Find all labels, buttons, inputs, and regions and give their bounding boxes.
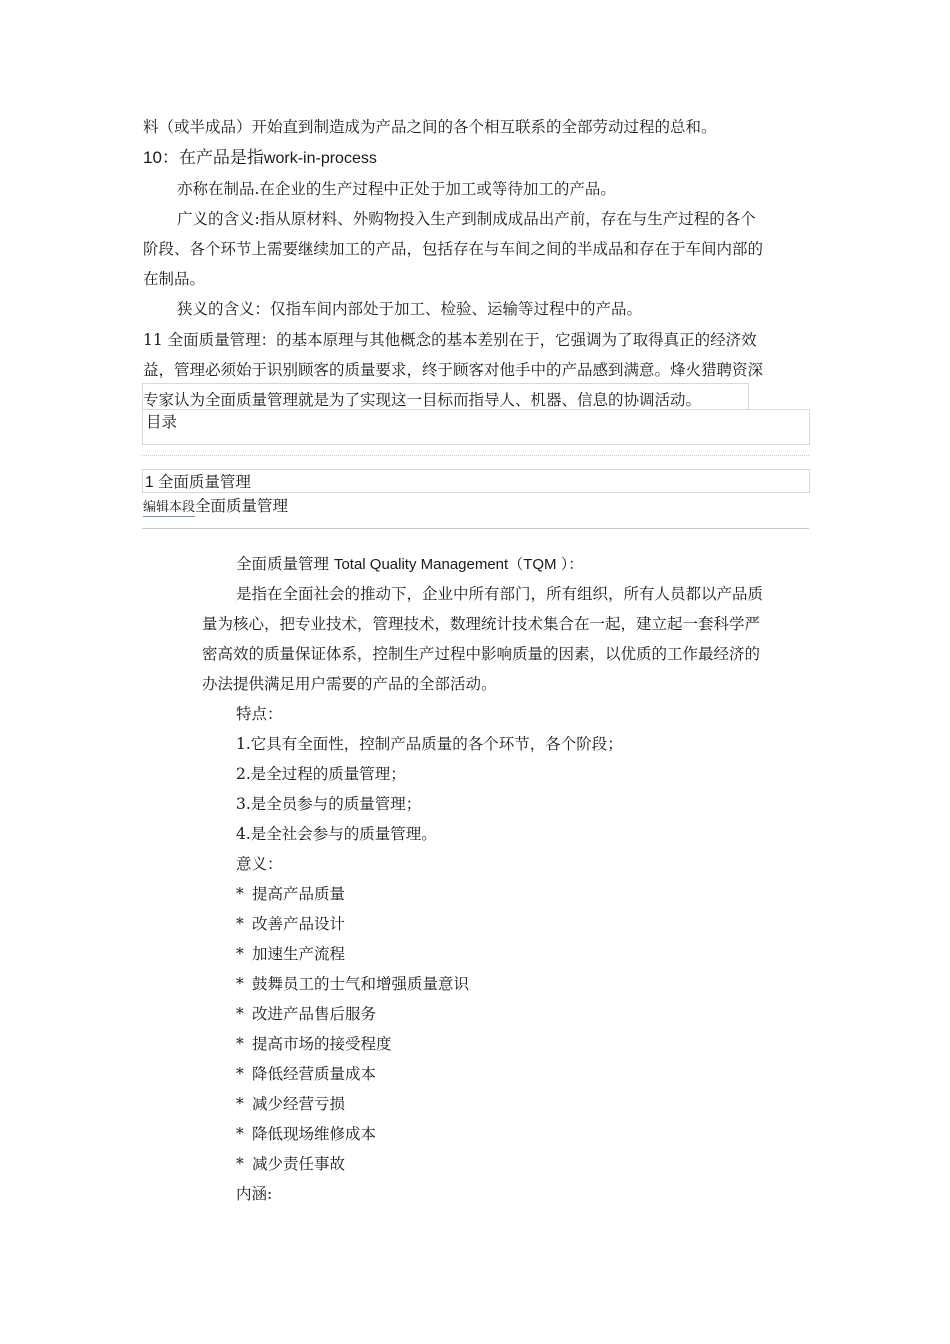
- meaning-text: 加速生产流程: [252, 945, 346, 963]
- meaning-text: 改善产品设计: [252, 915, 346, 933]
- item-10-paragraph-3: 狭义的含义：仅指车间内部处于加工、检验、运输等过程中的产品。: [177, 300, 643, 318]
- meaning-item: [236, 999, 376, 1029]
- bullet-icon: *: [236, 1095, 244, 1113]
- meaning-item: [236, 879, 345, 909]
- meaning-text: 降低经营质量成本: [252, 1065, 377, 1083]
- meaning-text: 降低现场维修成本: [252, 1125, 377, 1143]
- item-10-paragraph-2-line-2: 阶段、各个环节上需要继续加工的产品，包括存在与车间之间的半成品和存在于车间内部的: [143, 240, 764, 258]
- bullet-icon: *: [236, 1065, 244, 1083]
- tqm-definition-line-2: 量为核心，把专业技术，管理技术，数理统计技术集合在一起，建立起一套科学严: [202, 615, 761, 633]
- section-divider: [142, 528, 809, 529]
- item-11-line-1: 11 全面质量管理：的基本原理与其他概念的基本差别在于，它强调为了取得真正的经济效: [143, 331, 757, 349]
- bullet-icon: *: [236, 1125, 244, 1143]
- bullet-icon: *: [236, 1035, 244, 1053]
- bullet-icon: *: [236, 945, 244, 963]
- meaning-label: 意义：: [236, 855, 283, 873]
- feature-item: 2.是全过程的质量管理；: [236, 765, 406, 783]
- meaning-text: 改进产品售后服务: [252, 1005, 377, 1023]
- paragraph-continuation: 料（或半成品）开始直到制造成为产品之间的各个相互联系的全部劳动过程的总和。: [143, 118, 717, 136]
- item-10-number: 10：: [143, 148, 179, 167]
- meaning-item: [236, 1059, 376, 1089]
- edit-section-link[interactable]: 编辑本段: [143, 500, 196, 515]
- feature-item: 3.是全员参与的质量管理；: [236, 795, 422, 813]
- meaning-text: 减少经营亏损: [252, 1095, 346, 1113]
- meaning-text: 鼓舞员工的士气和增强质量意识: [252, 975, 470, 993]
- bullet-icon: *: [236, 1155, 244, 1173]
- features-label: 特点：: [236, 705, 283, 723]
- bullet-icon: *: [236, 975, 244, 993]
- toc-box: [142, 409, 810, 445]
- feature-item: 1.它具有全面性，控制产品质量的各个环节，各个阶段；: [236, 735, 623, 753]
- tqm-title-en: Total Quality Management（TQM ）：: [333, 556, 584, 573]
- bullet-icon: *: [236, 1005, 244, 1023]
- item-11-line-2: 益，管理必须始于识别顾客的质量要求，终于顾客对他手中的产品感到满意。烽火猎聘资深: [143, 361, 764, 379]
- meaning-text: 减少责任事故: [252, 1155, 346, 1173]
- meaning-item: [236, 939, 345, 969]
- meaning-item: [236, 1149, 345, 1179]
- meaning-item: [236, 909, 345, 939]
- item-10-term: work-in-process: [263, 150, 377, 167]
- meaning-text: 提高市场的接受程度: [252, 1035, 392, 1053]
- toc-dotted-divider: [142, 455, 809, 456]
- section-heading: 全面质量管理: [195, 497, 289, 515]
- bullet-icon: *: [236, 915, 244, 933]
- item-10-paragraph-2-line-3: 在制品。: [143, 270, 206, 288]
- connotation-label: 内涵:: [236, 1185, 273, 1203]
- tqm-definition-line-1: 是指在全面社会的推动下，企业中所有部门，所有组织，所有人员都以产品质: [236, 585, 764, 603]
- meaning-item: [236, 1089, 345, 1119]
- item-10-paragraph-1: 亦称在制品.在企业的生产过程中正处于加工或等待加工的产品。: [177, 180, 616, 198]
- tqm-definition-line-4: 办法提供满足用户需要的产品的全部活动。: [202, 675, 497, 693]
- tqm-definition-line-3: 密高效的质量保证体系，控制生产过程中影响质量的因素，以优质的工作最经济的: [202, 645, 761, 663]
- meaning-item: [236, 1119, 376, 1149]
- meaning-item: [236, 969, 469, 999]
- toc-entry-1-label: 1 全面质量管理: [145, 474, 251, 491]
- item-10-title: 在产品是指: [178, 148, 264, 168]
- toc-entry-1[interactable]: [145, 470, 251, 495]
- item-10-heading: [143, 143, 377, 168]
- item-11-line-3: 专家认为全面质量管理就是为了实现这一目标而指导人、机器、信息的协调活动。: [143, 391, 702, 409]
- meaning-text: 提高产品质量: [252, 885, 346, 903]
- tqm-definition-title: [236, 549, 583, 580]
- section-heading-row: [143, 495, 288, 519]
- bullet-icon: *: [236, 885, 244, 903]
- meaning-item: [236, 1029, 392, 1059]
- tqm-title-cn: 全面质量管理: [236, 555, 334, 573]
- feature-item: 4.是全社会参与的质量管理。: [236, 825, 437, 843]
- item-10-paragraph-2-line-1: 广义的含义:指从原材料、外购物投入生产到制成成品出产前，存在与生产过程的各个: [177, 210, 756, 228]
- toc-title: 目录: [146, 413, 178, 431]
